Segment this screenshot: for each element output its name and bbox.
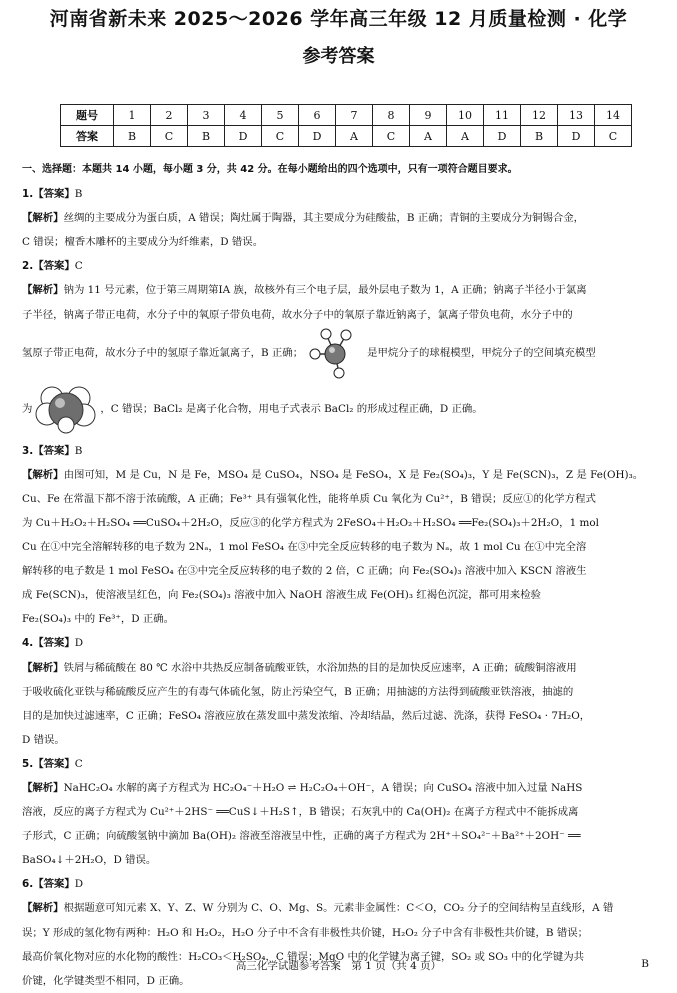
table-cell: 12 (521, 105, 558, 126)
analysis-line-with-space-filling-model (22, 379, 655, 439)
analysis-line: 误；Y 形成的氢化物有两种：H₂O 和 H₂O₂，H₂O 分子中不含有非极性共价键，H₂O₂ 分子中含有非极性共价键，B 错误； (22, 926, 589, 939)
question-number: 4. (22, 637, 34, 650)
analysis-text: NaHC₂O₄ 水解的离子方程式为 HC₂O₄⁻＋H₂O ⇌ H₂C₂O₄＋OH⁻，A 错误；向 CuSO₄ 溶液中加入过量 NaHS (63, 781, 583, 794)
analysis-line: 最高价氧化物对应的水化物的酸性：H₂CO₃＜H₂SO₄，C 错误；MgO 中的化学键为离子键，SO₂ 或 SO₃ 中的化学键为共 (22, 950, 584, 963)
methane-ball-stick-model-icon (306, 327, 364, 379)
footer-version-code: B (641, 958, 649, 970)
table-cell: 2 (151, 105, 188, 126)
answer-value: D (74, 637, 84, 650)
answer-line (22, 182, 655, 206)
answer-value: C (74, 757, 83, 770)
analysis-line: Fe₂(SO₄)₃ 中的 Fe³⁺，D 正确。 (22, 613, 175, 626)
question-number: 1. (22, 188, 34, 201)
page-title: 河南省新未来 2025～2026 学年高三年级 12 月质量检测 · 化学 (49, 8, 628, 30)
analysis-text: 由图可知，M 是 Cu，N 是 Fe，MSO₄ 是 CuSO₄，NSO₄ 是 FeSO₄，X 是 Fe₂(SO₄)₃，Y 是 Fe(SCN)₃，Z 是 Fe(OH)₃。 (63, 468, 644, 481)
table-cell: 4 (225, 105, 262, 126)
analysis-label: 【解析】 (22, 661, 64, 674)
analysis-label: 【解析】 (22, 902, 64, 915)
analysis-text: 是甲烷分子的球棍模型，甲烷分子的空间填充模型 (367, 346, 596, 359)
footer-page-info: 高三化学试题参考答案 第 1 页（共 4 页） (235, 960, 442, 972)
answer-label: 【答案】 (33, 757, 75, 770)
table-cell: C (595, 126, 632, 147)
page-subtitle: 参考答案 (302, 46, 375, 67)
analysis-line: BaSO₄↓＋2H₂O，D 错误。 (22, 854, 157, 867)
section-title: 一、选择题：本题共 14 小题，每小题 3 分，共 42 分。在每小题给出的四个选项中，只有一项符合题目要求。 (22, 164, 518, 175)
table-cell: 3 (188, 105, 225, 126)
analysis-line (22, 206, 655, 230)
answer-value: B (74, 444, 83, 457)
table-cell: 11 (484, 105, 521, 126)
table-cell: C (151, 126, 188, 147)
answer-table (60, 104, 632, 147)
analysis-line: Cu 在①中完全溶解转移的电子数为 2Nₐ，1 mol FeSO₄ 在③中完全反应转移的电子数为 Nₐ，故 1 mol Cu 在①中完全溶 (22, 541, 587, 554)
answer-label: 【答案】 (33, 260, 75, 273)
question-number: 2. (22, 260, 34, 273)
analysis-text: ，C 错误；BaCl₂ 是离子化合物，用电子式表示 BaCl₂ 的形成过程正确，D 正确。 (100, 402, 483, 415)
analysis-line: 溶液，反应的离子方程式为 Cu²⁺＋2HS⁻ ══CuS↓＋H₂S↑，B 错误；石灰乳中的 Ca(OH)₂ 在离子方程式中不能拆成离 (22, 806, 579, 819)
analysis-line: 子形式，C 正确；向硫酸氢钠中滴加 Ba(OH)₂ 溶液至溶液呈中性，正确的离子方程式为 2H⁺＋SO₄²⁻＋Ba²⁺＋2OH⁻ ══ (22, 830, 581, 843)
table-cell: C (262, 126, 299, 147)
table-cell: A (447, 126, 484, 147)
question-number: 5. (22, 757, 34, 770)
table-cell: 6 (299, 105, 336, 126)
table-cell: D (299, 126, 336, 147)
answer-label: 【答案】 (33, 637, 75, 650)
analysis-line (22, 463, 655, 487)
answer-line (22, 752, 655, 776)
table-cell: A (336, 126, 373, 147)
analysis-line: 于吸收硫化亚铁与稀硫酸反应产生的有毒气体硫化氢，防止污染空气，B 正确；用抽滤的方法得到硫酸亚铁溶液，抽滤的 (22, 685, 574, 698)
analysis-line (22, 656, 655, 680)
table-cell: D (484, 126, 521, 147)
answer-table-number-row (61, 105, 632, 126)
analysis-text: 根据题意可知元素 X、Y、Z、W 分别为 C、O、Mg、S。元素非金属性：C＜O，CO₂ 分子的空间结构呈直线形，A 错 (63, 902, 614, 915)
table-cell: 7 (336, 105, 373, 126)
question-number-header: 题号 (61, 105, 114, 126)
table-cell: D (558, 126, 595, 147)
analysis-line-with-ball-stick-model (22, 327, 655, 379)
answer-label: 【答案】 (33, 878, 75, 891)
table-cell: C (373, 126, 410, 147)
answer-table-answer-row (61, 126, 632, 147)
analysis-line: D 错误。 (22, 733, 65, 746)
answer-value: C (74, 260, 83, 273)
question-number: 6. (22, 878, 34, 891)
answer-line (22, 254, 655, 278)
answer-value: B (74, 188, 83, 201)
table-cell: 5 (262, 105, 299, 126)
answer-explanations (22, 158, 655, 993)
table-cell: A (410, 126, 447, 147)
analysis-line: 子半径，钠离子带正电荷，水分子中的氧原子带负电荷，故水分子中的氧原子靠近钠离子，氯离子带负电荷，水分子中的 (22, 308, 573, 321)
answer-line (22, 439, 655, 463)
analysis-line: Cu、Fe 在常温下都不溶于浓硫酸，A 正确；Fe³⁺ 具有强氧化性，能将单质 Cu 氧化为 Cu²⁺，B 错误；反应①的化学方程式 (22, 492, 596, 505)
analysis-label: 【解析】 (22, 284, 64, 297)
answer-line (22, 872, 655, 896)
table-cell: 13 (558, 105, 595, 126)
table-cell: B (188, 126, 225, 147)
answer-header: 答案 (61, 126, 114, 147)
analysis-text: 氢原子带正电荷，故水分子中的氢原子靠近氯离子，B 正确； (22, 346, 304, 359)
analysis-label: 【解析】 (22, 468, 64, 481)
analysis-text: 铁屑与稀硫酸在 80 ℃ 水浴中共热反应制备硫酸亚铁，水浴加热的目的是加快反应速率，A 正确；硫酸铜溶液用 (63, 661, 577, 674)
analysis-line (22, 776, 655, 800)
methane-space-filling-model-icon (35, 384, 97, 434)
analysis-text: 钠为 11 号元素，位于第三周期第ⅠA 族，故核外有三个电子层，最外层电子数为 1，A 正确；钠离子半径小于氯离 (63, 284, 587, 297)
question-number: 3. (22, 444, 34, 457)
table-cell: 1 (114, 105, 151, 126)
analysis-text: 为 (22, 402, 33, 415)
answer-line (22, 631, 655, 655)
analysis-line: C 错误；檀香木雕杯的主要成分为纤维素，D 错误。 (22, 236, 264, 249)
answer-label: 【答案】 (33, 444, 75, 457)
answer-value: D (74, 878, 84, 891)
analysis-label: 【解析】 (22, 781, 64, 794)
analysis-text: 丝绸的主要成分为蛋白质，A 错误；陶灶属于陶器，其主要成分为硅酸盐，B 正确；青铜的主要成分为铜锡合金， (63, 212, 585, 225)
table-cell: D (225, 126, 262, 147)
analysis-line: 解转移的电子数是 1 mol FeSO₄ 在③中完全反应转移的电子数的 2 倍，C 正确；向 Fe₂(SO₄)₃ 溶液中加入 KSCN 溶液生 (22, 565, 587, 578)
table-cell: 10 (447, 105, 484, 126)
analysis-line: 为 Cu＋H₂O₂＋H₂SO₄ ══CuSO₄＋2H₂O，反应③的化学方程式为 2FeSO₄＋H₂O₂＋H₂SO₄ ══Fe₂(SO₄)₃＋2H₂O，1 mol (22, 516, 599, 529)
table-cell: 14 (595, 105, 632, 126)
analysis-line: 目的是加快过滤速率，C 正确；FeSO₄ 溶液应放在蒸发皿中蒸发浓缩、冷却结晶，然后过滤、洗涤，获得 FeSO₄ · 7H₂O， (22, 709, 591, 722)
analysis-line: 成 Fe(SCN)₃，使溶液呈红色，向 Fe₂(SO₄)₃ 溶液中加入 NaOH 溶液生成 Fe(OH)₃ 红褐色沉淀，都可用来检验 (22, 589, 541, 602)
analysis-label: 【解析】 (22, 212, 64, 225)
table-cell: B (521, 126, 558, 147)
table-cell: 9 (410, 105, 447, 126)
table-cell: 8 (373, 105, 410, 126)
table-cell: B (114, 126, 151, 147)
analysis-line (22, 278, 655, 302)
answer-label: 【答案】 (33, 188, 75, 201)
analysis-line (22, 896, 655, 920)
analysis-line: 价键，化学键类型不相同，D 正确。 (22, 974, 190, 987)
